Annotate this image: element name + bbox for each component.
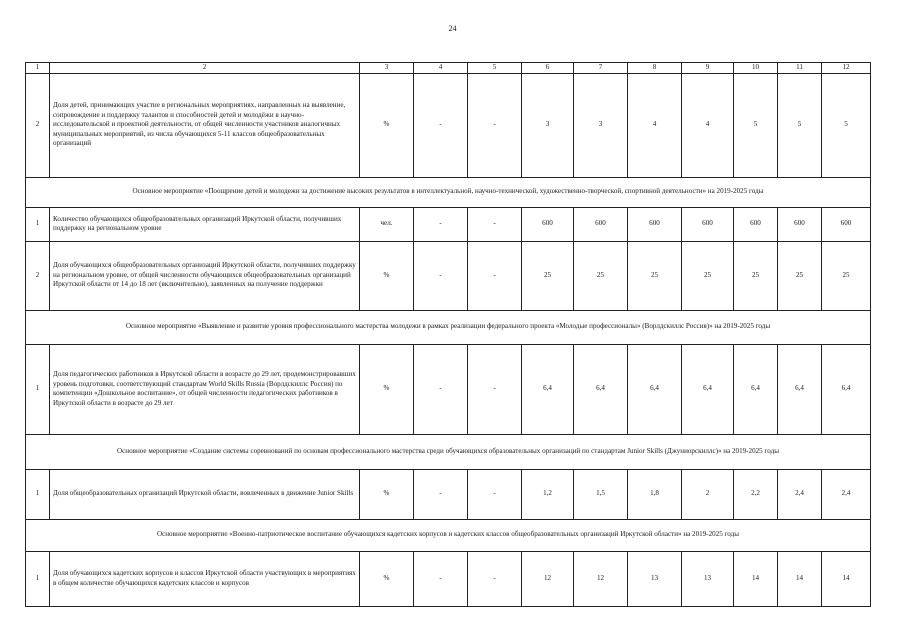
section-title: Основное мероприятие «Создание системы соревнований по основам профессионального мастерства среди обучающихся образовательных организаций по стандартам Junior Skills (Джуниорскиллс)» на 2019-2025 годы xyxy=(26,434,871,469)
value-cell: 25 xyxy=(778,241,822,310)
section-row xyxy=(26,519,871,551)
value-cell: 6,4 xyxy=(628,344,682,434)
value-cell: - xyxy=(468,344,522,434)
value-cell: - xyxy=(414,344,468,434)
row-number: 2 xyxy=(26,241,50,310)
value-cell: 4 xyxy=(682,73,734,177)
table-row xyxy=(26,551,871,606)
value-cell: 600 xyxy=(778,207,822,241)
value-cell: 25 xyxy=(822,241,871,310)
value-cell: 1,8 xyxy=(628,469,682,519)
indicator-name: Доля обучающихся общеобразовательных организаций Иркутской области, получивших поддержку на региональном уровне, от общей численности обучающихся общеобразовательных организаций Иркутской области от 14 до 18 лет (включительно), заявленных на получение поддержки xyxy=(50,241,360,310)
column-header: 1 xyxy=(26,63,50,74)
page-number: 24 xyxy=(448,24,457,33)
row-number: 2 xyxy=(26,73,50,177)
table-row xyxy=(26,73,871,177)
unit-cell: чел. xyxy=(360,207,414,241)
value-cell: - xyxy=(468,73,522,177)
row-number: 1 xyxy=(26,207,50,241)
value-cell: 13 xyxy=(628,551,682,606)
value-cell: 14 xyxy=(822,551,871,606)
table-row xyxy=(26,469,871,519)
value-cell: 25 xyxy=(734,241,778,310)
column-header: 8 xyxy=(628,63,682,74)
indicator-name: Доля общеобразовательных организаций Иркутской области, вовлеченных в движение Junior Skills xyxy=(50,469,360,519)
value-cell: 6,4 xyxy=(574,344,628,434)
value-cell: - xyxy=(468,469,522,519)
value-cell: - xyxy=(468,241,522,310)
row-number: 1 xyxy=(26,469,50,519)
row-number: 1 xyxy=(26,344,50,434)
section-row xyxy=(26,434,871,469)
value-cell: 2,4 xyxy=(778,469,822,519)
value-cell: 12 xyxy=(522,551,574,606)
value-cell: 1,5 xyxy=(574,469,628,519)
value-cell: 600 xyxy=(522,207,574,241)
column-header: 10 xyxy=(734,63,778,74)
indicators-table xyxy=(25,62,871,607)
value-cell: 6,4 xyxy=(522,344,574,434)
value-cell: - xyxy=(414,241,468,310)
section-title: Основное мероприятие «Поощрение детей и молодежи за достижение высоких результатов в интеллектуальной, научно-технической, художественно-творческой, спортивной деятельности» на 2019-2025 годы xyxy=(26,177,871,207)
column-header: 11 xyxy=(778,63,822,74)
indicator-name: Доля педагогических работников в Иркутской области в возрасте до 29 лет, продемонстрировавших уровень подготовки, соответствующий стандартам World Skills Russia (Ворлдскиллс Россия) по компетенции «Дошкольное воспитание», от общей численности педагогических работников в Иркутской области в возрасте до 29 лет xyxy=(50,344,360,434)
column-header-row xyxy=(26,63,871,74)
unit-cell: % xyxy=(360,469,414,519)
indicator-name: Доля детей, принимающих участие в региональных мероприятиях, направленных на выявление, сопровождение и поддержку талантов и способностей детей и молодёжи в научно-исследовательской и проектной деятельности, от общей численности участников аналогичных муниципальных мероприятий, из числа обучающихся 5-11 классов общеобразовательных организаций xyxy=(50,73,360,177)
value-cell: - xyxy=(414,551,468,606)
value-cell: 1,2 xyxy=(522,469,574,519)
value-cell: - xyxy=(414,73,468,177)
section-title: Основное мероприятие «Выявление и развитие уровня профессионального мастерства молодежи в рамках реализации федерального проекта «Молодые профессионалы» (Ворлдскиллс Россия)» на 2019-2025 годы xyxy=(26,310,871,344)
column-header: 3 xyxy=(360,63,414,74)
value-cell: 2 xyxy=(682,469,734,519)
value-cell: 6,4 xyxy=(734,344,778,434)
value-cell: 14 xyxy=(778,551,822,606)
value-cell: 6,4 xyxy=(682,344,734,434)
column-header: 2 xyxy=(50,63,360,74)
value-cell: 2,4 xyxy=(822,469,871,519)
section-row xyxy=(26,177,871,207)
value-cell: 6,4 xyxy=(822,344,871,434)
value-cell: 3 xyxy=(522,73,574,177)
value-cell: - xyxy=(414,469,468,519)
indicator-name: Доля обучающихся кадетских корпусов и классов Иркутской области участвующих в мероприятиях в общем количестве обучающихся кадетских классов и корпусов xyxy=(50,551,360,606)
value-cell: 600 xyxy=(822,207,871,241)
value-cell: 600 xyxy=(628,207,682,241)
value-cell: 5 xyxy=(734,73,778,177)
value-cell: - xyxy=(414,207,468,241)
value-cell: 14 xyxy=(734,551,778,606)
value-cell: 5 xyxy=(822,73,871,177)
value-cell: 4 xyxy=(628,73,682,177)
column-header: 5 xyxy=(468,63,522,74)
value-cell: 600 xyxy=(734,207,778,241)
value-cell: 600 xyxy=(574,207,628,241)
table-row xyxy=(26,241,871,310)
value-cell: 25 xyxy=(682,241,734,310)
unit-cell: % xyxy=(360,241,414,310)
table-row xyxy=(26,344,871,434)
value-cell: 2,2 xyxy=(734,469,778,519)
column-header: 6 xyxy=(522,63,574,74)
value-cell: 12 xyxy=(574,551,628,606)
column-header: 7 xyxy=(574,63,628,74)
row-number: 1 xyxy=(26,551,50,606)
indicator-name: Количество обучающихся общеобразовательных организаций Иркутской области, получивших поддержку на региональном уровне xyxy=(50,207,360,241)
value-cell: - xyxy=(468,207,522,241)
section-title: Основное мероприятие «Военно-патриотическое воспитание обучающихся кадетских корпусов и кадетских классов общеобразовательных организаций Иркутской области» на 2019-2025 годы xyxy=(26,519,871,551)
unit-cell: % xyxy=(360,344,414,434)
value-cell: 5 xyxy=(778,73,822,177)
column-header: 9 xyxy=(682,63,734,74)
value-cell: 3 xyxy=(574,73,628,177)
column-header: 4 xyxy=(414,63,468,74)
value-cell: 25 xyxy=(628,241,682,310)
value-cell: 6,4 xyxy=(778,344,822,434)
section-row xyxy=(26,310,871,344)
value-cell: 600 xyxy=(682,207,734,241)
unit-cell: % xyxy=(360,551,414,606)
table-row xyxy=(26,207,871,241)
value-cell: 25 xyxy=(522,241,574,310)
unit-cell: % xyxy=(360,73,414,177)
column-header: 12 xyxy=(822,63,871,74)
value-cell: - xyxy=(468,551,522,606)
value-cell: 25 xyxy=(574,241,628,310)
value-cell: 13 xyxy=(682,551,734,606)
